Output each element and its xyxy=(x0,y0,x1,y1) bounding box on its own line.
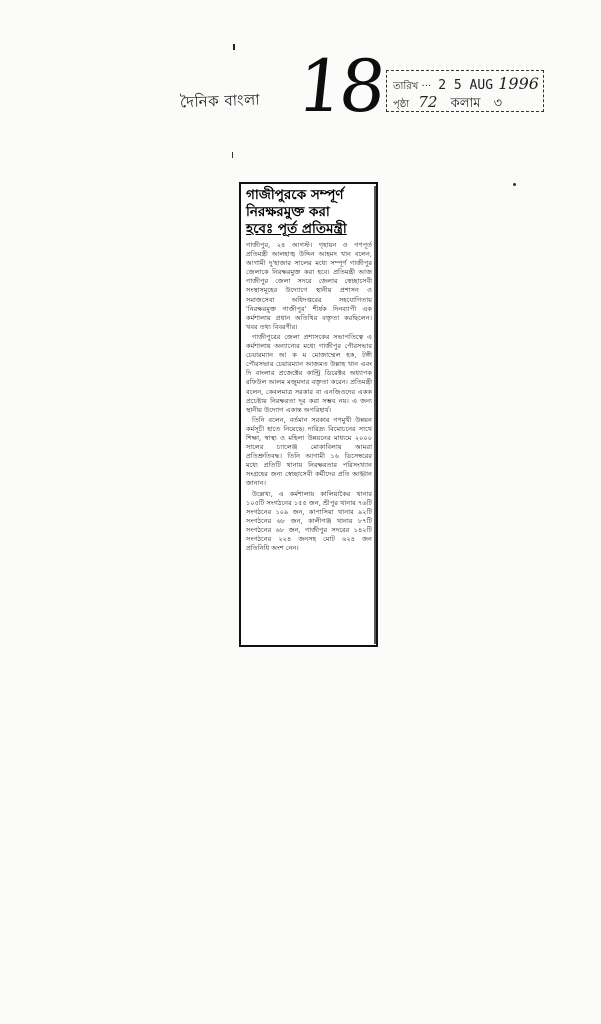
article-body xyxy=(246,241,372,553)
headline-line-3: হবেঃ পূর্ত প্রতিমন্ত্রী xyxy=(246,221,347,237)
stamp-column-label: কলাম xyxy=(450,96,481,111)
scan-mark xyxy=(232,152,233,158)
newspaper-clipping xyxy=(239,182,378,647)
date-stamp xyxy=(386,70,544,112)
headline-line-1: গাজীপুরকে সম্পূর্ণ xyxy=(246,187,344,203)
stamp-date-value: 2 5 AUG xyxy=(438,78,494,93)
article-headline xyxy=(246,187,372,238)
article-paragraph: গাজীপুরের জেলা প্রশাসকের সভাপতিত্বে এ কর্মশালায় অন্যান্যের মধ্যে গাজীপুর পৌরসভার চেয়ারম্যান আ ক ম মোজাম্মেল হক, টঙ্গী পৌরসভার চেয়ারম্যান আজমত উল্লাহ খান এবং দি বাংলার প্রজেক্টের কান্ট্রি ডিরেক্টর অধ্যাপক রফিউল আলম মজুমদার বক্তৃতা করেন। প্রতিমন্ত্রী বলেন, কেবলমাত্র সরকার বা এনজিওদের একক প্রচেষ্টায় নিরক্ষরতা দূর করা সম্ভব নয়। এ জন্য স্থানীয় উদ্যোগ একান্ত অপরিহার্য। xyxy=(246,332,372,414)
newspaper-name: দৈনিক বাংলা xyxy=(179,90,261,112)
article-paragraph: উল্লেখ্য, এ কর্মশালায় কালিয়াকৈর থানার ১০৫টি সংগঠনের ১৫৫ জন, শ্রীপুর থানার ৭৬টি সংগঠনের ১০৯ জন, কাপাসিয়া থানার ৯২টি সংগঠনের ৬৮ জন, কালীগঞ্জ থানার ৮৭টি সংগঠনের ৬৮ জন, গাজীপুর সদরের ১৪২টি সংগঠনের ২২৪ জনসহ মোট ৬২৪ জন প্রতিনিধি অংশ নেন। xyxy=(246,489,372,553)
headline-line-2: নিরক্ষরমুক্ত করা xyxy=(246,204,330,220)
stamp-page-label: পৃষ্ঠা xyxy=(393,99,410,110)
clipping-shadow-edge xyxy=(374,186,376,644)
scan-mark xyxy=(233,44,235,50)
stamp-year-handwritten: 1996 xyxy=(498,74,539,93)
stamp-column-value: ৩ xyxy=(493,96,503,111)
scan-speck xyxy=(513,183,516,186)
article-paragraph: গাজীপুর, ২৪ আগস্ট। গৃহায়ন ও গণপূর্ত প্রতিমন্ত্রী আলহাজ্ব উদ্দিন আহমদ খান বলেন, আগামী দু'হাজার সালের মধ্যে সম্পূর্ণ গাজীপুর জেলাকে নিরক্ষরমুক্ত করা হবে। প্রতিমন্ত্রী আজ গাজীপুর জেলা সদরে জেলার স্বেচ্ছাসেবী সংস্থাসমূহের উদ্যোগে স্থানীয় প্রশাসন ও সমাজসেবা অধিদপ্তরের সহযোগিতায় 'নিরক্ষরমুক্ত গাজীপুর' শীর্ষক দিনব্যাপী এক কর্মশালায় প্রধান অতিথির বক্তৃতা করছিলেন। খবর তথ্য বিবরণীর। xyxy=(246,241,372,331)
article-paragraph: তিনি বলেন, বর্তমান সরকার গণমুখী উন্নয়ন কর্মসূচী হাতে নিয়েছে। দারিদ্র্য বিমোচনের সাথে শিক্ষা, স্বাস্থ্য ও মহিলা উন্নয়নের মাধ্যমে ২০০০ সালের চ্যালেঞ্জ মোকাবিলায় আমরা প্রতিশ্রুতিবদ্ধ। তিনি আগামী ১৬ ডিসেম্বরের মধ্যে প্রতিটি থানায় নিরক্ষরতার পরিসংখ্যান সংগ্রহের জন্য স্বেচ্ছাসেবী কর্মীদের প্রতি আহ্বান জানান। xyxy=(246,415,372,488)
stamp-date-label: তারিখ ··· xyxy=(393,81,432,92)
handwritten-page-number: 18 xyxy=(293,44,387,128)
stamp-page-handwritten: 72 xyxy=(418,93,438,111)
stamp-page-row xyxy=(393,93,502,115)
